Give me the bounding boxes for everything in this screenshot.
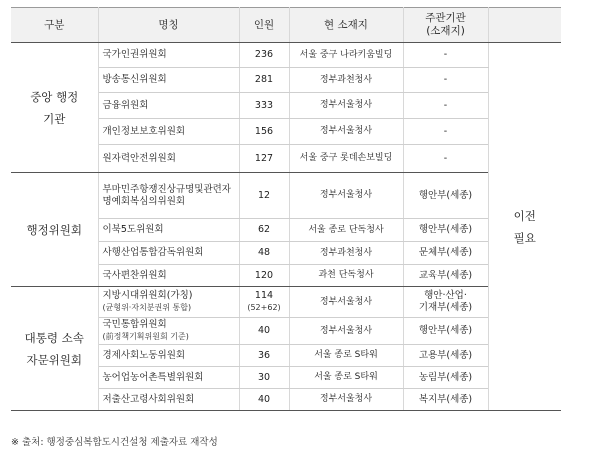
staff-cell: 127 bbox=[239, 145, 289, 173]
org-text: 기재부(세종) bbox=[418, 302, 473, 313]
location-cell: 정부서울청사 bbox=[289, 287, 403, 318]
org-cell: 문체부(세종) bbox=[403, 242, 488, 265]
remark-label: 필요 bbox=[513, 230, 536, 245]
name-cell: 금융위원회 bbox=[98, 93, 239, 119]
name-cell: 개인정보보호위원회 bbox=[98, 119, 239, 145]
name-cell: 이북5도위원회 bbox=[98, 219, 239, 242]
name-text: 지방시대위원회(가칭) bbox=[102, 290, 193, 301]
remark-cell bbox=[488, 43, 561, 411]
org-cell: - bbox=[403, 68, 488, 93]
category-label: 행정위원회 bbox=[26, 222, 83, 237]
org-cell: 교육부(세종) bbox=[403, 265, 488, 287]
location-cell: 정부과천청사 bbox=[289, 242, 403, 265]
table-row bbox=[11, 43, 561, 68]
location-cell: 정부과천청사 bbox=[289, 68, 403, 93]
name-note: (균형위·자치분권위 통합) bbox=[102, 303, 192, 312]
header-org-line1: 주관기관 bbox=[425, 12, 466, 24]
org-cell: 복지부(세종) bbox=[403, 389, 488, 411]
location-cell: 정부서울청사 bbox=[289, 119, 403, 145]
category-label: 기관 bbox=[43, 111, 66, 126]
category-cell bbox=[11, 173, 98, 287]
name-cell: 국가인권위원회 bbox=[98, 43, 239, 68]
staff-cell: 36 bbox=[239, 345, 289, 367]
name-cell: 경제사회노동위원회 bbox=[98, 345, 239, 367]
header-org bbox=[403, 8, 488, 43]
org-cell bbox=[403, 287, 488, 318]
location-cell: 서울 종로 S타워 bbox=[289, 345, 403, 367]
name-cell bbox=[98, 318, 239, 345]
org-cell: - bbox=[403, 145, 488, 173]
location-cell: 정부서울청사 bbox=[289, 389, 403, 411]
org-cell: - bbox=[403, 93, 488, 119]
location-cell: 정부서울청사 bbox=[289, 93, 403, 119]
staff-cell: 333 bbox=[239, 93, 289, 119]
staff-cell: 156 bbox=[239, 119, 289, 145]
location-cell: 과천 단독청사 bbox=[289, 265, 403, 287]
org-cell: 행안부(세종) bbox=[403, 173, 488, 219]
category-label: 대통령 소속 bbox=[24, 330, 84, 345]
name-cell: 원자력안전위원회 bbox=[98, 145, 239, 173]
staff-cell: 120 bbox=[239, 265, 289, 287]
category-cell bbox=[11, 287, 98, 411]
name-cell bbox=[98, 287, 239, 318]
name-cell: 국사편찬위원회 bbox=[98, 265, 239, 287]
staff-cell bbox=[239, 287, 289, 318]
name-cell: 저출산고령사회위원회 bbox=[98, 389, 239, 411]
table-row bbox=[11, 287, 561, 318]
org-cell: 행안부(세종) bbox=[403, 318, 488, 345]
header-staff: 인원 bbox=[239, 8, 289, 43]
category-label: 자문위원회 bbox=[26, 352, 83, 367]
org-cell: 고용부(세종) bbox=[403, 345, 488, 367]
table-row bbox=[11, 173, 561, 219]
category-label: 중앙 행정 bbox=[30, 89, 79, 104]
staff-cell: 236 bbox=[239, 43, 289, 68]
org-cell: 행안부(세종) bbox=[403, 219, 488, 242]
staff-note: (52+62) bbox=[247, 303, 281, 312]
staff-cell: 62 bbox=[239, 219, 289, 242]
staff-cell: 48 bbox=[239, 242, 289, 265]
table-header-row bbox=[11, 8, 561, 43]
name-cell: 부마민주항쟁진상규명및관련자명예회복심의위원회 bbox=[98, 173, 239, 219]
location-cell: 서울 종로 단독청사 bbox=[289, 219, 403, 242]
staff-cell: 12 bbox=[239, 173, 289, 219]
location-cell: 서울 중구 나라키움빌딩 bbox=[289, 43, 403, 68]
staff-cell: 40 bbox=[239, 318, 289, 345]
remark-label: 이전 bbox=[513, 208, 536, 223]
name-cell: 농어업농어촌특별위원회 bbox=[98, 367, 239, 389]
header-name: 명칭 bbox=[98, 8, 239, 43]
location-cell: 서울 중구 롯데손보빌딩 bbox=[289, 145, 403, 173]
location-cell: 서울 종로 S타워 bbox=[289, 367, 403, 389]
header-category: 구분 bbox=[11, 8, 98, 43]
staff-cell: 281 bbox=[239, 68, 289, 93]
header-location: 현 소재지 bbox=[289, 8, 403, 43]
name-cell: 방송통신위원회 bbox=[98, 68, 239, 93]
staff-cell: 40 bbox=[239, 389, 289, 411]
org-text: 행안·산업· bbox=[424, 290, 467, 301]
name-cell: 사행산업통합감독위원회 bbox=[98, 242, 239, 265]
org-cell: - bbox=[403, 119, 488, 145]
staff-cell: 30 bbox=[239, 367, 289, 389]
staff-text: 114 bbox=[254, 290, 274, 301]
header-org-line2: (소재지) bbox=[426, 25, 465, 37]
source-note: ※ 출처: 행정중심복합도시건설청 제출자료 재작성 bbox=[11, 437, 218, 448]
org-cell: - bbox=[403, 43, 488, 68]
location-cell: 정부서울청사 bbox=[289, 318, 403, 345]
location-cell: 정부서울청사 bbox=[289, 173, 403, 219]
name-note: (前정책기획위원회 기준) bbox=[102, 332, 189, 341]
relocation-table bbox=[11, 7, 561, 411]
header-remark bbox=[488, 8, 561, 43]
org-cell: 농림부(세종) bbox=[403, 367, 488, 389]
category-cell bbox=[11, 43, 98, 173]
name-text: 국민통합위원회 bbox=[102, 319, 167, 330]
